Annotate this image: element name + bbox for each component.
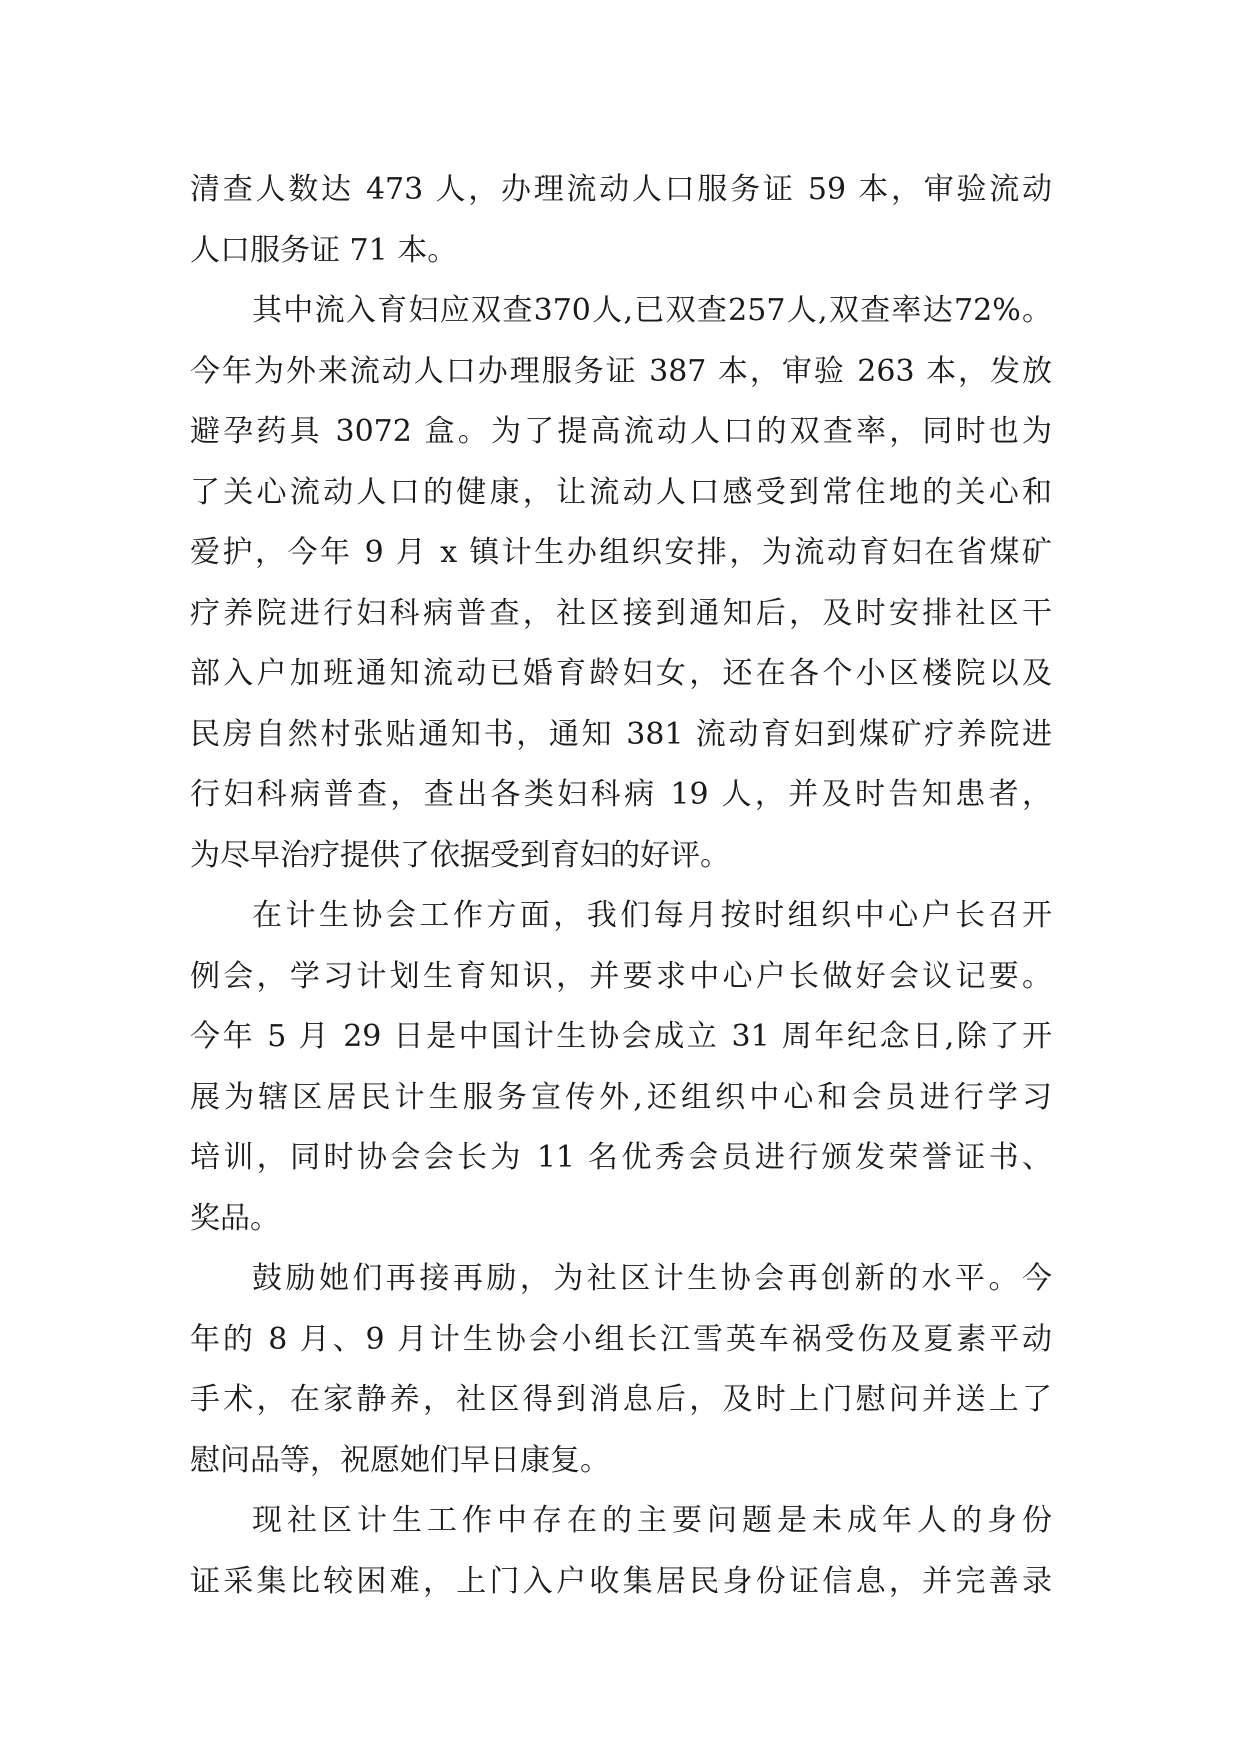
text-line: 爱护，今年 9 月 x 镇计生办组织安排，为流动育妇在省煤矿	[190, 535, 1052, 570]
text-line: 民房自然村张贴通知书，通知 381 流动育妇到煤矿疗养院进	[190, 716, 1052, 752]
text-line: 为尽早治疗提供了依据受到育妇的好评。	[190, 837, 730, 873]
text-line: 今年 5 月 29 日是中国计生协会成立 31 周年纪念日,除了开	[190, 1019, 1052, 1054]
text-line: 人口服务证 71 本。	[190, 232, 458, 268]
text-line: 其中流入育妇应双查370人,已双查257人,双查率达72%。	[252, 293, 1052, 328]
text-line: 慰问品等，祝愿她们早日康复。	[190, 1442, 610, 1478]
text-line: 在计生协会工作方面，我们每月按时组织中心户长召开	[252, 898, 1052, 933]
text-line: 例会，学习计划生育知识，并要求中心户长做好会议记要。	[190, 958, 1052, 994]
paragraph-5	[190, 1491, 1052, 1612]
paragraph-3	[190, 886, 1052, 1249]
text-line: 部入户加班通知流动已婚育龄妇女，还在各个小区楼院以及	[190, 656, 1052, 691]
text-line: 奖品。	[190, 1200, 280, 1236]
text-line: 培训，同时协会会长为 11 名优秀会员进行颁发荣誉证书、	[190, 1140, 1052, 1175]
paragraph-1	[190, 160, 1052, 281]
text-line: 现社区计生工作中存在的主要问题是未成年人的身份	[252, 1503, 1052, 1538]
paragraph-2	[190, 281, 1052, 886]
document-body	[190, 160, 1052, 1612]
text-line: 今年为外来流动人口办理服务证 387 本，审验 263 本，发放	[190, 353, 1052, 389]
text-line: 手术，在家静养，社区得到消息后，及时上门慰问并送上了	[190, 1382, 1052, 1417]
text-line: 行妇科病普查，查出各类妇科病 19 人，并及时告知患者，	[190, 777, 1052, 812]
text-line: 清查人数达 473 人，办理流动人口服务证 59 本，审验流动	[190, 172, 1052, 207]
text-line: 展为辖区居民计生服务宣传外,还组织中心和会员进行学习	[190, 1079, 1052, 1115]
text-line: 疗养院进行妇科病普查，社区接到通知后，及时安排社区干	[190, 595, 1052, 631]
text-line: 避孕药具 3072 盒。为了提高流动人口的双查率，同时也为	[190, 414, 1052, 449]
paragraph-4	[190, 1249, 1052, 1491]
text-line: 了关心流动人口的健康，让流动人口感受到常住地的关心和	[190, 474, 1052, 510]
text-line: 年的 8 月、9 月计生协会小组长江雪英车祸受伤及夏素平动	[190, 1321, 1052, 1357]
text-line: 鼓励她们再接再励，为社区计生协会再创新的水平。今	[252, 1261, 1052, 1296]
text-line: 证采集比较困难，上门入户收集居民身份证信息，并完善录	[190, 1563, 1052, 1599]
